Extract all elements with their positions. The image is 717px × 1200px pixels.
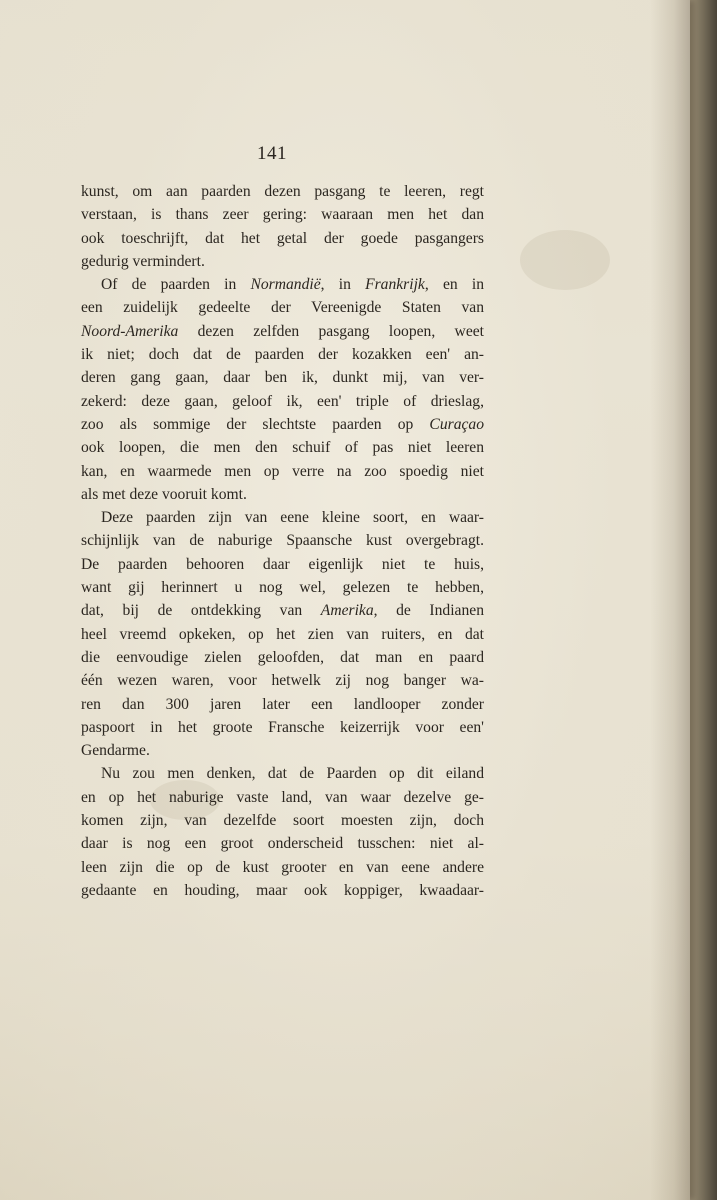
text-line: één wezen waren, voor hetwelk zij nog banger wa- xyxy=(81,672,484,690)
page-text xyxy=(81,180,484,902)
text-line: deren gang gaan, daar ben ik, dunkt mij, van ver- xyxy=(81,369,484,387)
text-line: heel vreemd opkeken, op het zien van ruiters, en dat xyxy=(81,625,484,643)
text-line: verstaan, is thans zeer gering: waaraan men het dan xyxy=(81,206,484,224)
text-line: Noord-Amerika dezen zelfden pasgang loopen, weet xyxy=(81,322,484,340)
text-line: gedaante en houding, maar ook koppiger, kwaadaar- xyxy=(81,881,484,899)
text-line: en op het naburige vaste land, van waar dezelve ge- xyxy=(81,788,484,806)
text-line: Of de paarden in Normandië, in Frankrijk, en in xyxy=(101,276,484,294)
text-line: want gij herinnert u nog wel, gelezen te hebben, xyxy=(81,579,484,597)
text-line: ook toeschrijft, dat het getal der goede pasgangers xyxy=(81,229,484,247)
text-line: Gendarme. xyxy=(81,742,150,760)
page-number: 141 xyxy=(257,143,287,164)
text-line: kunst, om aan paarden dezen pasgang te leeren, regt xyxy=(81,183,484,200)
paper-stain xyxy=(520,230,610,290)
text-line: gedurig vermindert. xyxy=(81,252,205,270)
text-line: De paarden behooren daar eigenlijk niet te huis, xyxy=(81,555,484,573)
text-line: ook loopen, die men den schuif of pas niet leeren xyxy=(81,439,484,457)
text-line: ren dan 300 jaren later een landlooper zonder xyxy=(81,695,484,713)
text-line: dat, bij de ontdekking van Amerika, de Indianen xyxy=(81,602,484,620)
text-line: schijnlijk van de naburige Spaansche kust overgebragt. xyxy=(81,532,484,550)
text-line: kan, en waarmede men op verre na zoo spoedig niet xyxy=(81,462,484,480)
text-line: als met deze vooruit komt. xyxy=(81,485,247,503)
text-line: zoo als sommige der slechtste paarden op Curaçao xyxy=(81,415,484,433)
text-line: Deze paarden zijn van eene kleine soort, en waar- xyxy=(101,509,484,527)
text-line: die eenvoudige zielen geloofden, dat man en paard xyxy=(81,648,484,666)
text-line: ik niet; doch dat de paarden der kozakken een' an- xyxy=(81,346,484,364)
text-line: leen zijn die op de kust grooter en van eene andere xyxy=(81,858,484,876)
text-line: zekerd: deze gaan, geloof ik, een' triple of drieslag, xyxy=(81,392,484,410)
text-line: paspoort in het groote Fransche keizerrijk voor een' xyxy=(81,718,484,736)
text-line: een zuidelijk gedeelte der Vereenigde Staten van xyxy=(81,299,484,317)
text-line: komen zijn, van dezelfde soort moesten zijn, doch xyxy=(81,812,484,830)
text-line: daar is nog een groot onderscheid tusschen: niet al- xyxy=(81,835,484,853)
text-line: Nu zou men denken, dat de Paarden op dit eiland xyxy=(101,765,484,783)
